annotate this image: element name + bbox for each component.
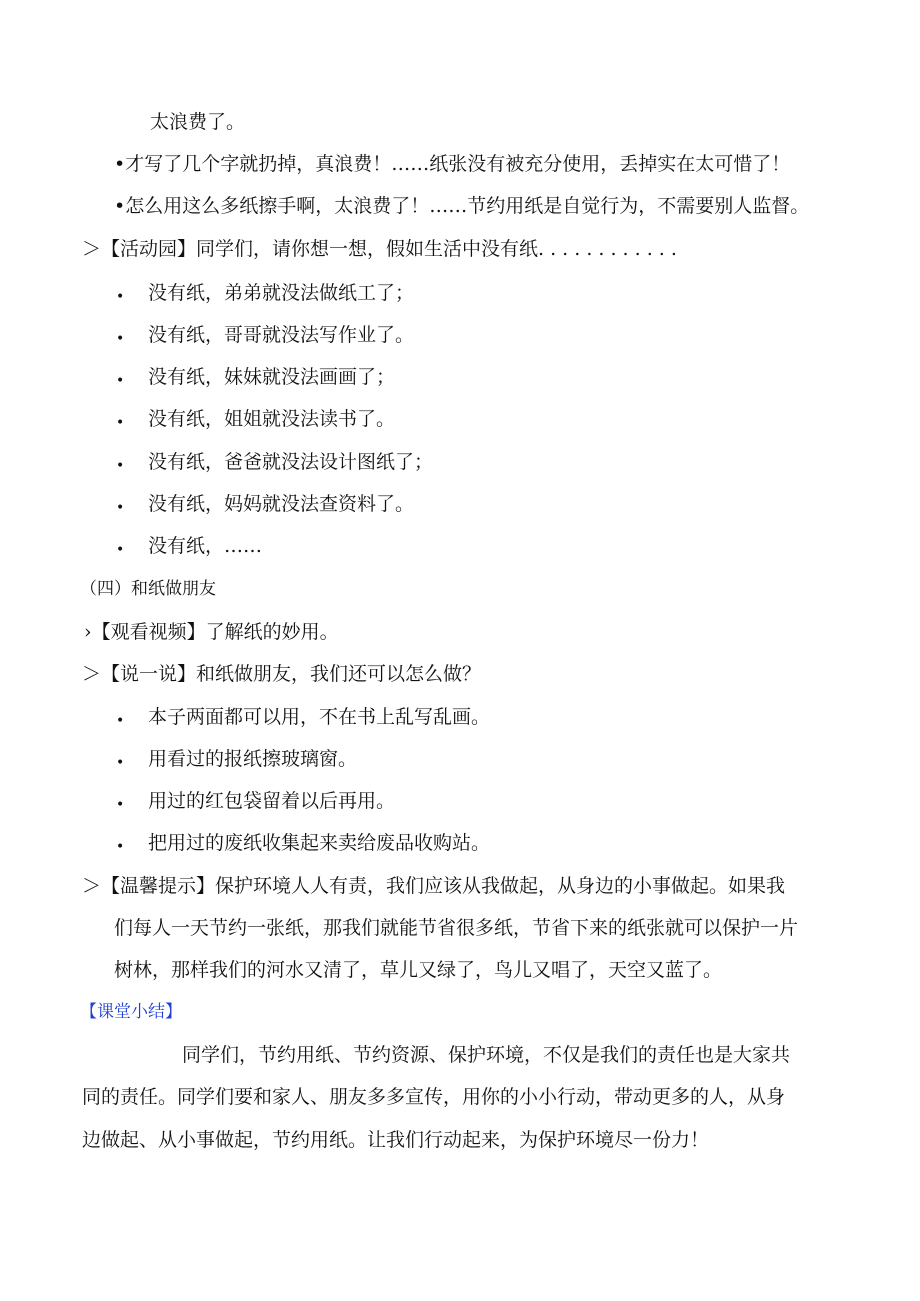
talk-item: 本子两面都可以用，不在书上乱写乱画。	[148, 706, 491, 728]
activity-item: 没有纸，妹妹就没法画画了；	[148, 366, 396, 388]
activity-item: 没有纸，爸爸就没法设计图纸了；	[148, 451, 434, 473]
section-title: （四）和纸做朋友	[80, 579, 216, 599]
activity-heading: ＞【活动园】同学们，请你想一想，假如生活中没有纸. . . . . . . . . . . .	[82, 238, 677, 260]
talk-item: 把用过的废纸收集起来卖给废品收购站。	[148, 832, 491, 854]
video-line: ›【观看视频】了解纸的妙用。	[84, 621, 339, 643]
activity-item: 没有纸，哥哥就没法写作业了。	[148, 324, 415, 346]
bullet-icon: •	[116, 797, 125, 813]
summary-heading: 【课堂小结】	[80, 1002, 182, 1022]
tip-line-1: ＞【温馨提示】保护环境人人有责，我们应该从我做起，从身边的小事做起。如果我	[82, 875, 786, 897]
bullet-icon: •	[116, 839, 125, 855]
tip-line-2: 们每人一天节约一张纸，那我们就能节省很多纸，节省下来的纸张就可以保护一片	[114, 917, 799, 939]
activity-item: 没有纸，弟弟就没法做纸工了；	[148, 282, 415, 304]
bullet-icon: •	[116, 713, 125, 729]
bullet-icon: •	[116, 331, 125, 347]
activity-item: 没有纸，妈妈就没法查资料了。	[148, 493, 415, 515]
tip-line-3: 树林，那样我们的河水又清了，草儿又绿了，鸟儿又唱了，天空又蓝了。	[114, 959, 723, 981]
summary-line-3: 边做起、从小事做起，节约用纸。让我们行动起来，为保护环境尽一份力！	[82, 1129, 710, 1151]
bullet-icon: •	[116, 458, 125, 474]
bullet-icon: •	[116, 542, 125, 558]
talk-item: 用看过的报纸擦玻璃窗。	[148, 748, 358, 770]
intro-line-1: •才写了几个字就扔掉，真浪费！……纸张没有被充分使用，丢掉实在太可惜了！	[114, 153, 791, 175]
intro-line-0: 太浪费了。	[150, 111, 246, 133]
bullet-icon: •	[116, 373, 125, 389]
summary-line-1: 同学们，节约用纸、节约资源、保护环境，不仅是我们的责任也是大家共	[182, 1044, 791, 1066]
summary-line-2: 同的责任。同学们要和家人、朋友多多宣传，用你的小小行动，带动更多的人，从身	[82, 1086, 786, 1108]
intro-line-2: •怎么用这么多纸擦手啊，太浪费了！……节约用纸是自觉行为，不需要别人监督。	[114, 195, 810, 217]
activity-item: 没有纸，……	[148, 535, 263, 557]
talk-heading: ＞【说一说】和纸做朋友，我们还可以怎么做？	[82, 663, 482, 685]
activity-item: 没有纸，姐姐就没法读书了。	[148, 408, 396, 430]
bullet-icon: •	[116, 755, 125, 771]
bullet-icon: •	[116, 415, 125, 431]
talk-item: 用过的红包袋留着以后再用。	[148, 790, 396, 812]
bullet-icon: •	[116, 500, 125, 516]
bullet-icon: •	[116, 289, 125, 305]
